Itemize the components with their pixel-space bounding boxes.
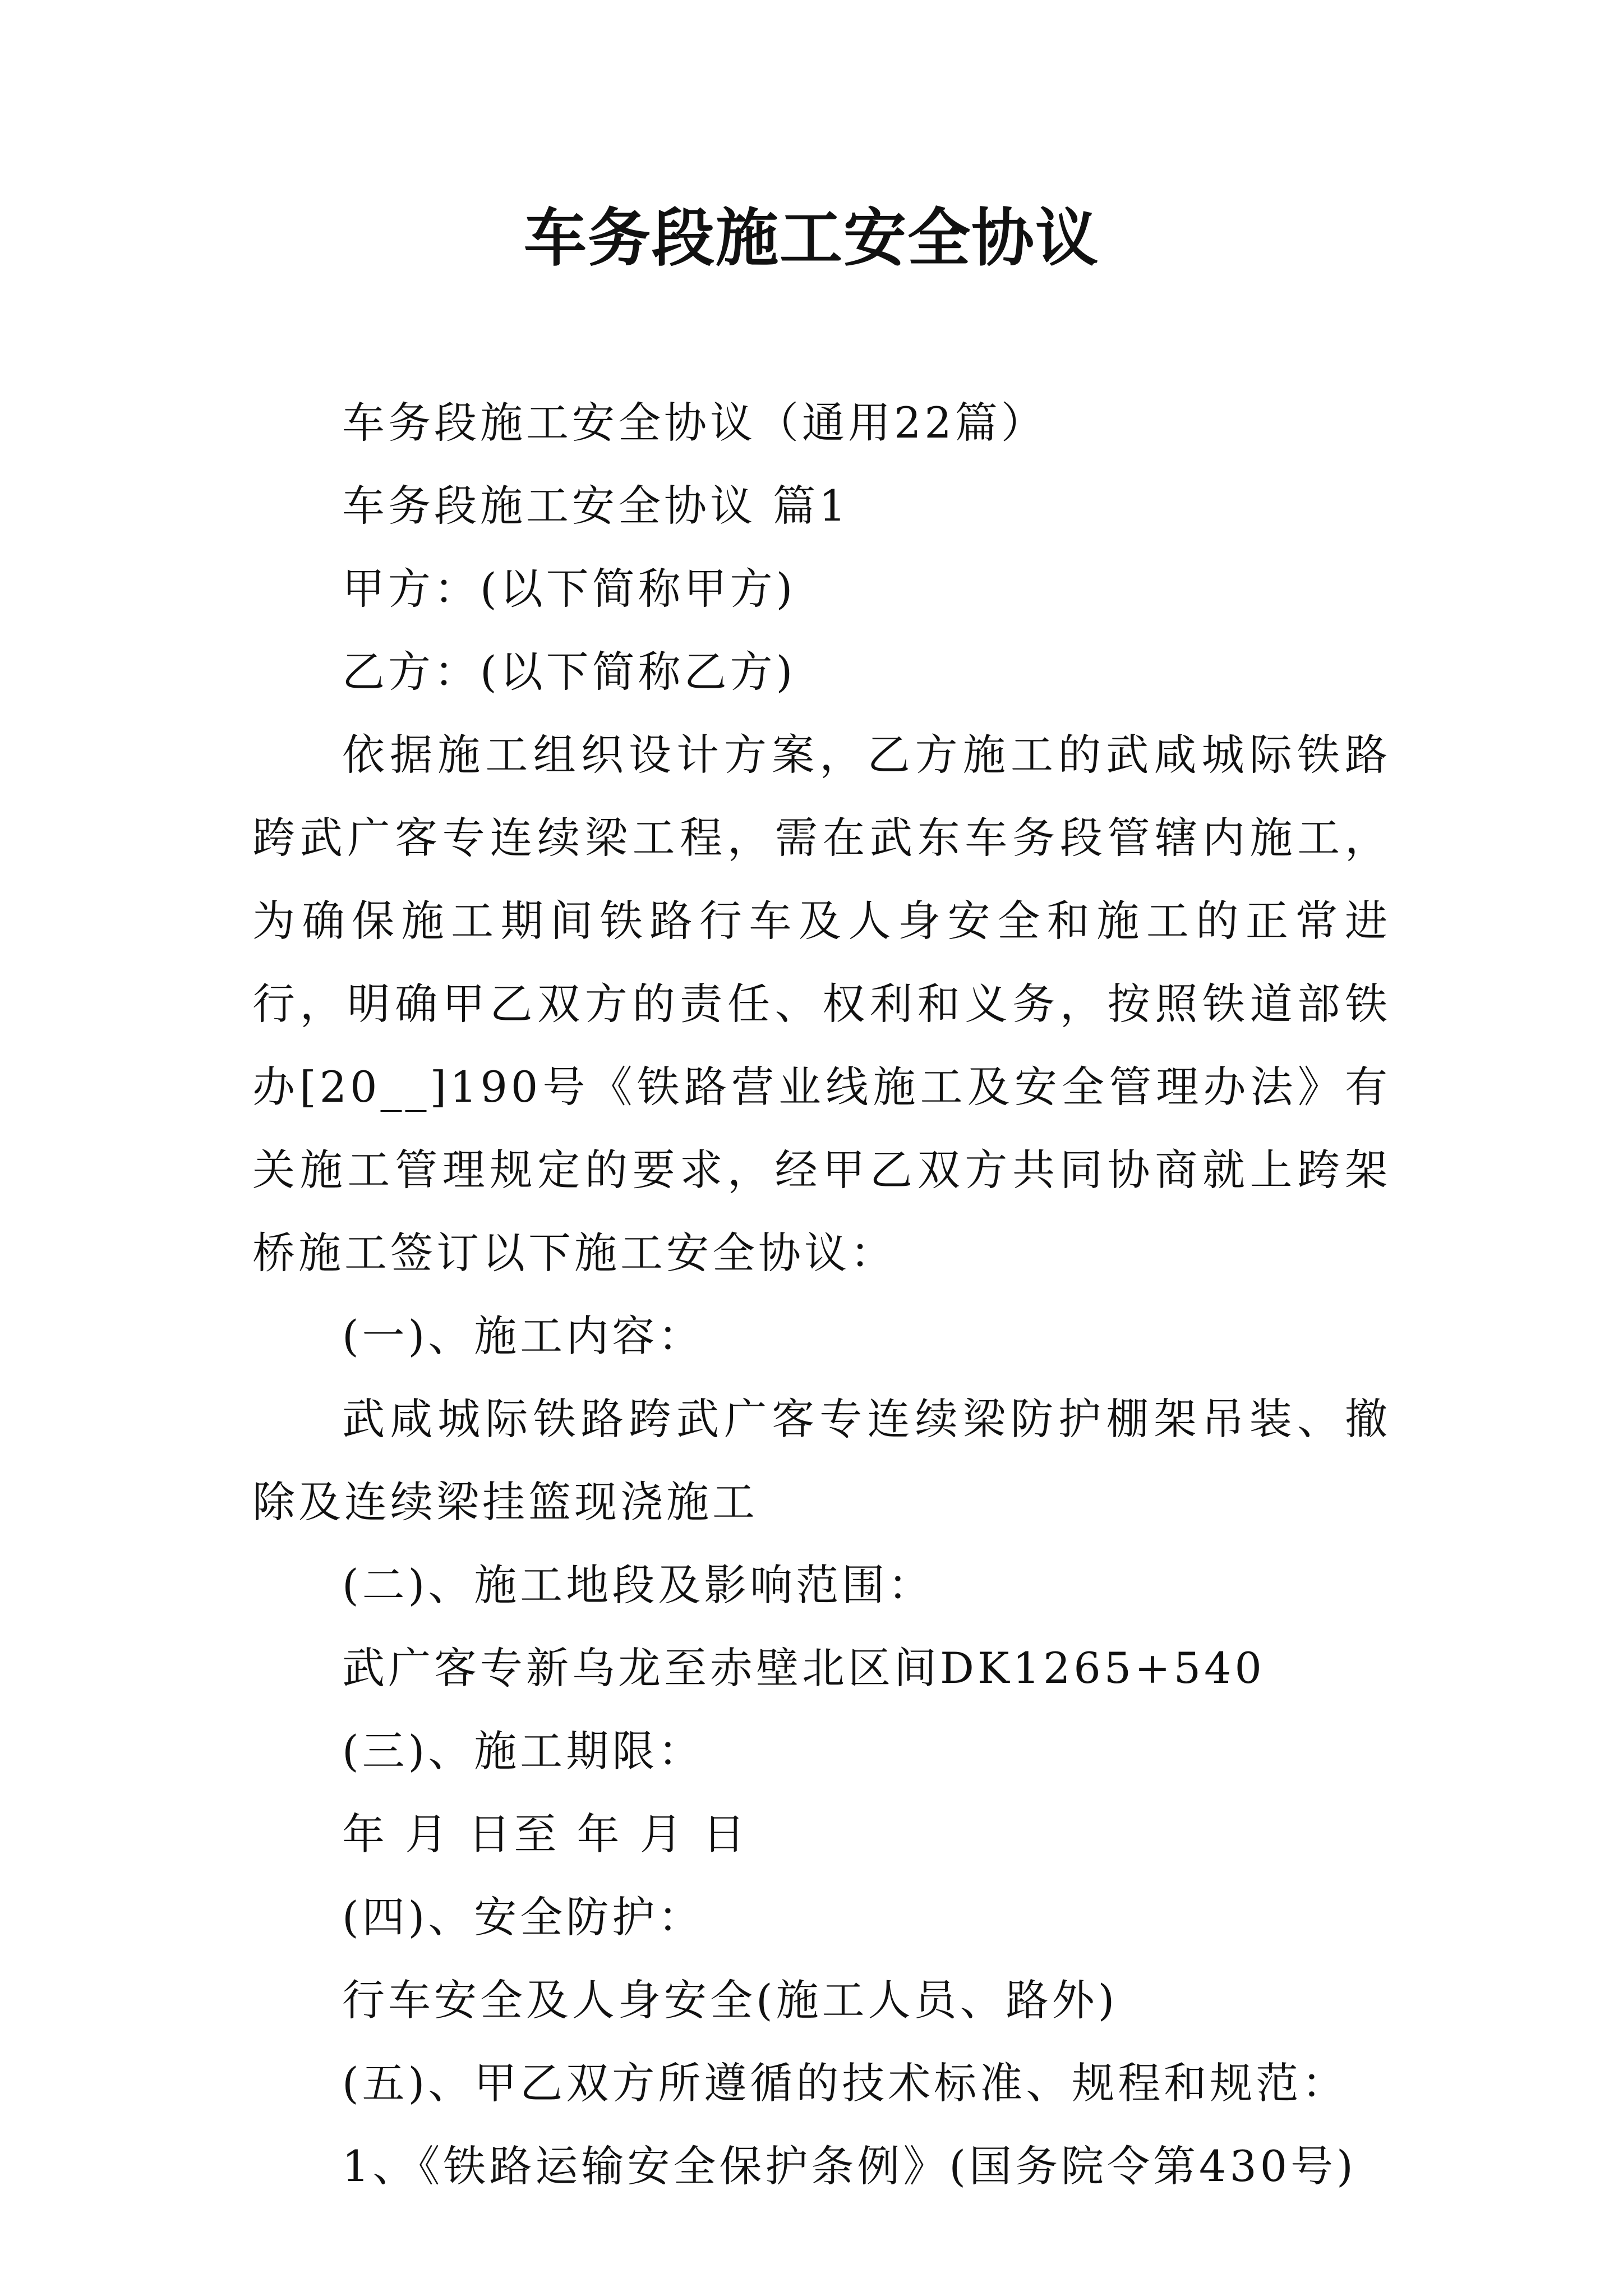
paragraph-party-a: 甲方：(以下简称甲方) [342, 564, 796, 614]
paragraph-basis: 依据施工组织设计方案，乙方施工的武咸城际铁路跨武广客专连续梁工程，需在武东车务段管辖内施工，为确保施工期间铁路行车及人身安全和施工的正常进行，明确甲乙双方的责任、权利和义务，按照铁道部铁办[20__]190号《铁路营业线施工及安全管理办法》有关施工管理规定的要求，经甲乙双方共同协商就上跨架桥施工签订以下施工安全协议： [252, 730, 1391, 1278]
paragraph-item-4-heading: (四)、安全防护： [342, 1892, 704, 1942]
paragraph-subtitle: 车务段施工安全协议（通用22篇） [342, 398, 1047, 448]
paragraph-item-1-heading: (一)、施工内容： [342, 1311, 704, 1361]
paragraph-party-b: 乙方：(以下简称乙方) [342, 647, 796, 697]
paragraph-section-heading: 车务段施工安全协议 篇1 [342, 481, 850, 531]
document-title: 车务段施工安全协议 [524, 201, 1099, 275]
paragraph-item-2-content: 武广客专新乌龙至赤壁北区间DK1265+540 [342, 1643, 1265, 1693]
paragraph-item-5-heading: (五)、甲乙双方所遵循的技术标准、规程和规范： [342, 2058, 1348, 2108]
document-body [252, 381, 1391, 2208]
paragraph-item-3-heading: (三)、施工期限： [342, 1726, 704, 1776]
paragraph-item-5-content: 1、《铁路运输安全保护条例》(国务院令第430号) [342, 2141, 1357, 2191]
paragraph-item-1-content: 武咸城际铁路跨武广客专连续梁防护棚架吊装、撤除及连续梁挂篮现浇施工 [252, 1394, 1391, 1527]
paragraph-item-2-heading: (二)、施工地段及影响范围： [342, 1560, 934, 1610]
paragraph-item-4-content: 行车安全及人身安全(施工人员、路外) [342, 1975, 1118, 2025]
paragraph-item-3-content: 年 月 日至 年 月 日 [342, 1809, 749, 1859]
